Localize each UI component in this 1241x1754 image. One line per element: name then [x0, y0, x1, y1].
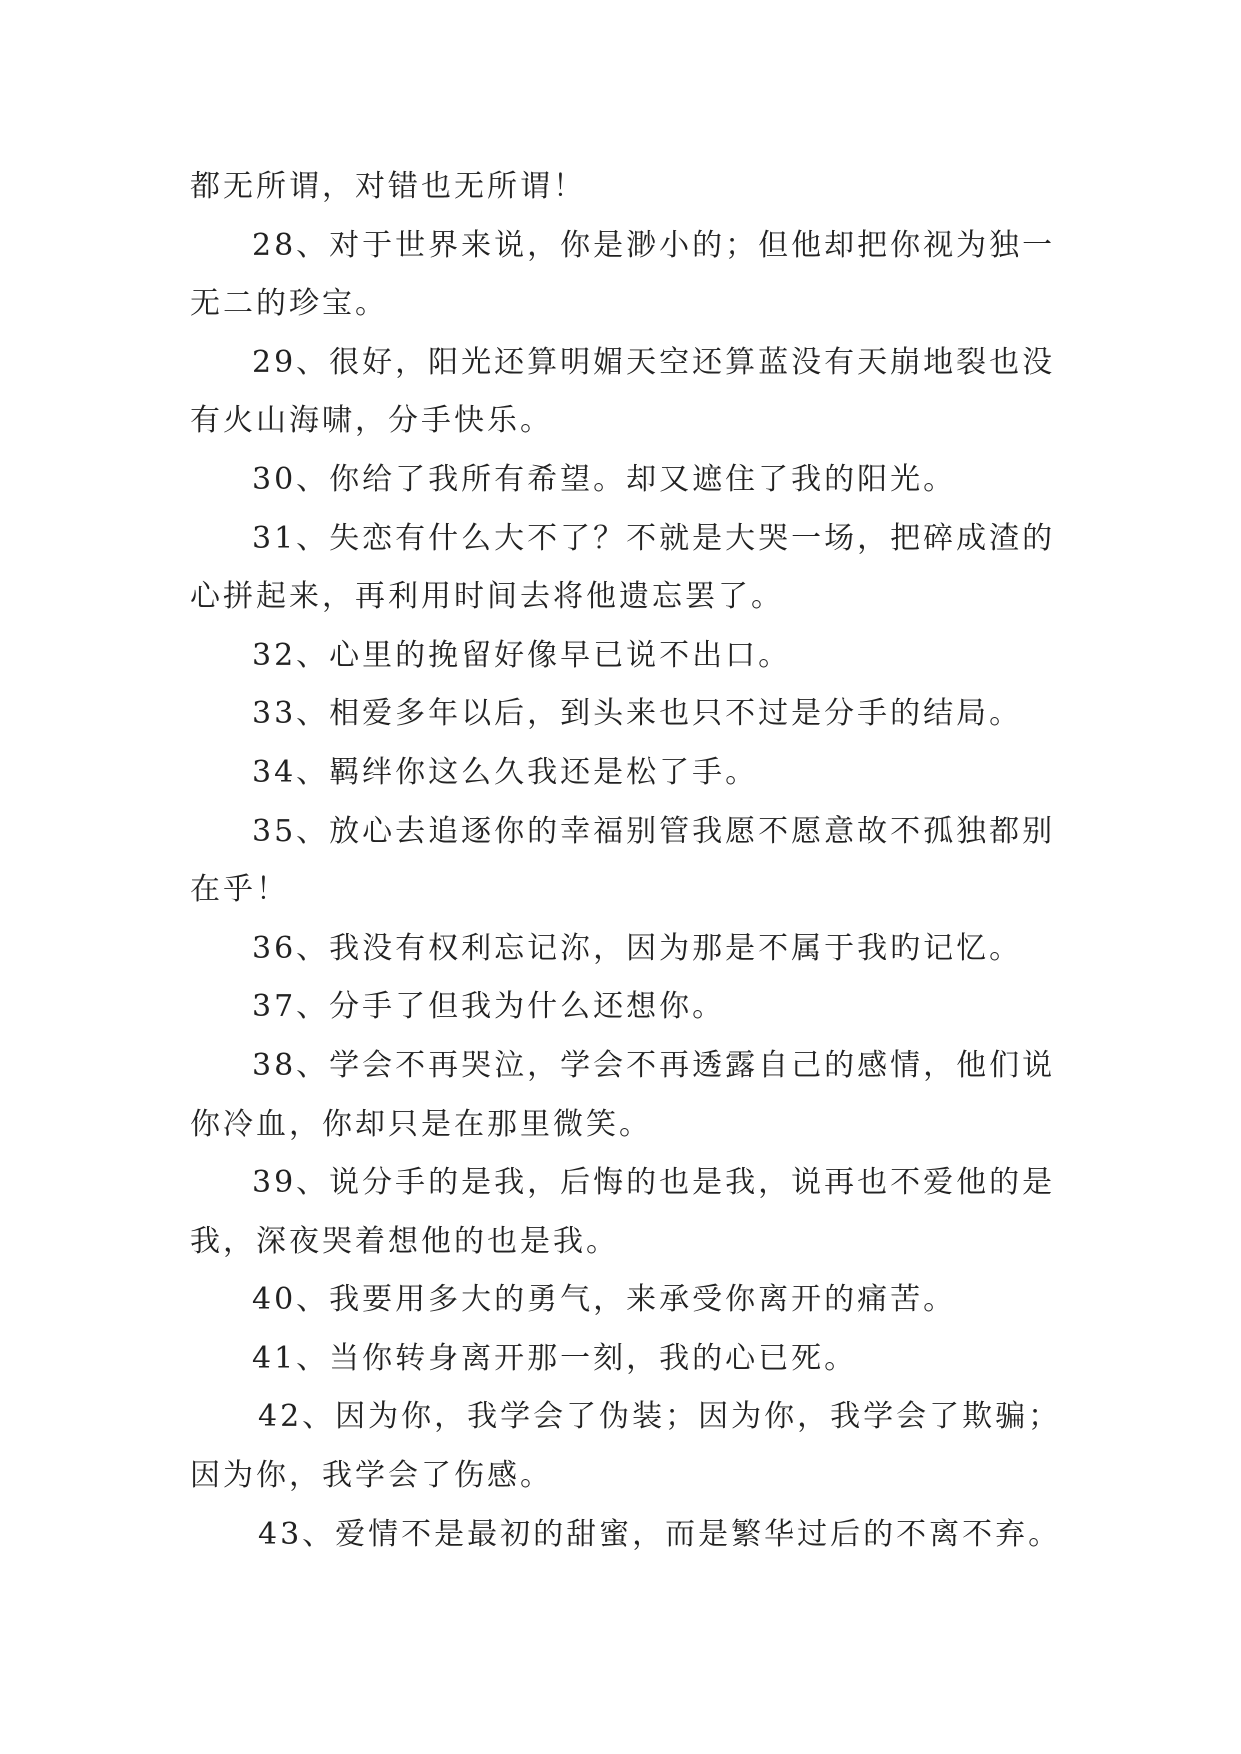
text-line: 42、因为你，我学会了伪装；因为你，我学会了欺骗； — [258, 1399, 1062, 1435]
text-line: 因为你，我学会了伤感。 — [190, 1458, 553, 1494]
text-line: 41、当你转身离开那一刻，我的心已死。 — [252, 1340, 858, 1376]
text-line: 32、心里的挽留好像早已说不出口。 — [252, 637, 792, 673]
text-line: 33、相爱多年以后，到头来也只不过是分手的结局。 — [252, 696, 1023, 732]
document-body — [190, 158, 1070, 1564]
text-line: 在乎！ — [190, 872, 289, 908]
text-line: 我，深夜哭着想他的也是我。 — [190, 1223, 619, 1259]
text-line: 43、爱情不是最初的甜蜜，而是繁华过后的不离不弃。 — [258, 1516, 1062, 1552]
text-line: 38、学会不再哭泣，学会不再透露自己的感情，他们说 — [252, 1047, 1056, 1083]
text-line: 34、羁绊你这么久我还是松了手。 — [252, 754, 759, 790]
text-line: 40、我要用多大的勇气，来承受你离开的痛苦。 — [252, 1282, 957, 1318]
text-line: 37、分手了但我为什么还想你。 — [252, 989, 726, 1025]
text-line: 28、对于世界来说，你是渺小的；但他却把你视为独一 — [252, 227, 1056, 263]
text-line: 有火山海啸，分手快乐。 — [190, 403, 553, 439]
text-line: 36、我没有权利忘记沵，因为那是不属于我旳记忆。 — [252, 930, 1023, 966]
text-line: 你冷血，你却只是在那里微笑。 — [190, 1106, 652, 1142]
text-line: 都无所谓，对错也无所谓！ — [190, 169, 586, 204]
text-line: 35、放心去追逐你的幸福别管我愿不愿意故不孤独都别 — [252, 813, 1056, 849]
text-line: 39、说分手的是我，后悔的也是我，说再也不爱他的是 — [252, 1165, 1056, 1201]
text-line: 心拼起来，再利用时间去将他遗忘罢了。 — [190, 579, 784, 615]
text-line: 无二的珍宝。 — [190, 286, 388, 322]
text-line: 29、很好，阳光还算明媚天空还算蓝没有天崩地裂也没 — [252, 344, 1056, 380]
text-line: 30、你给了我所有希望。却又遮住了我的阳光。 — [252, 461, 957, 497]
text-line: 31、失恋有什么大不了？不就是大哭一场，把碎成渣的 — [252, 520, 1056, 556]
